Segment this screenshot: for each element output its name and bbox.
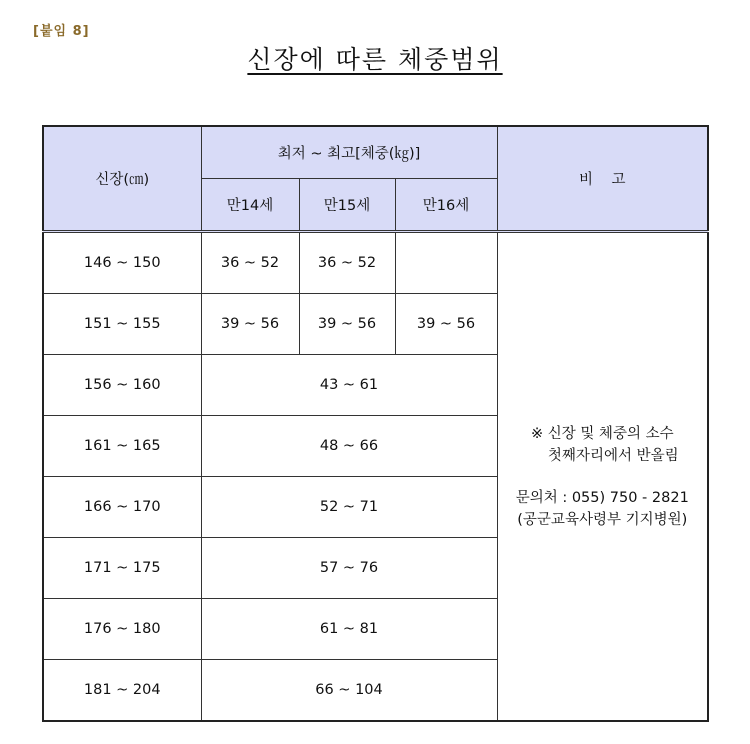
height-cell: 146 ~ 150 [43, 232, 201, 294]
weight-cell-age15: 36 ~ 52 [299, 232, 395, 294]
contact-info [498, 487, 708, 531]
weight-cell: 52 ~ 71 [201, 477, 497, 538]
rounding-note-line1: ※ 신장 및 체중의 소수 [530, 425, 674, 442]
age15-header: 만15세 [299, 179, 395, 232]
height-cell: 171 ~ 175 [43, 538, 201, 599]
age14-header: 만14세 [201, 179, 299, 232]
height-cell: 166 ~ 170 [43, 477, 201, 538]
remarks-cell [497, 232, 708, 722]
weight-group-header: 최저 ~ 최고[체중(㎏)] [201, 126, 497, 179]
rounding-note-line2: 첫째자리에서 반올림 [547, 447, 679, 464]
weight-cell: 66 ~ 104 [201, 660, 497, 722]
age16-header: 만16세 [395, 179, 497, 232]
height-cell: 156 ~ 160 [43, 355, 201, 416]
height-cell: 176 ~ 180 [43, 599, 201, 660]
weight-cell-age15: 39 ~ 56 [299, 294, 395, 355]
page-title [0, 40, 750, 76]
weight-range-table [42, 125, 709, 722]
height-cell: 161 ~ 165 [43, 416, 201, 477]
contact-org: (공군교육사령부 기지병원) [517, 511, 688, 528]
height-cell: 181 ~ 204 [43, 660, 201, 722]
weight-cell: 48 ~ 66 [201, 416, 497, 477]
rounding-note [498, 423, 708, 467]
table-body [43, 232, 708, 722]
remarks-column-header: 비 고 [497, 126, 708, 232]
height-cell: 151 ~ 155 [43, 294, 201, 355]
weight-cell-age16 [395, 232, 497, 294]
attachment-label: [붙임 8] [33, 24, 90, 39]
weight-cell-age14: 39 ~ 56 [201, 294, 299, 355]
page-title-text: 신장에 따른 체중범위 [247, 45, 503, 74]
weight-cell: 61 ~ 81 [201, 599, 497, 660]
weight-cell-age16: 39 ~ 56 [395, 294, 497, 355]
table-header [43, 126, 708, 232]
table-row [43, 232, 708, 294]
weight-cell: 43 ~ 61 [201, 355, 497, 416]
weight-cell: 57 ~ 76 [201, 538, 497, 599]
contact-phone: 문의처 : 055) 750 - 2821 [515, 489, 689, 506]
height-column-header: 신장(㎝) [43, 126, 201, 232]
weight-cell-age14: 36 ~ 52 [201, 232, 299, 294]
